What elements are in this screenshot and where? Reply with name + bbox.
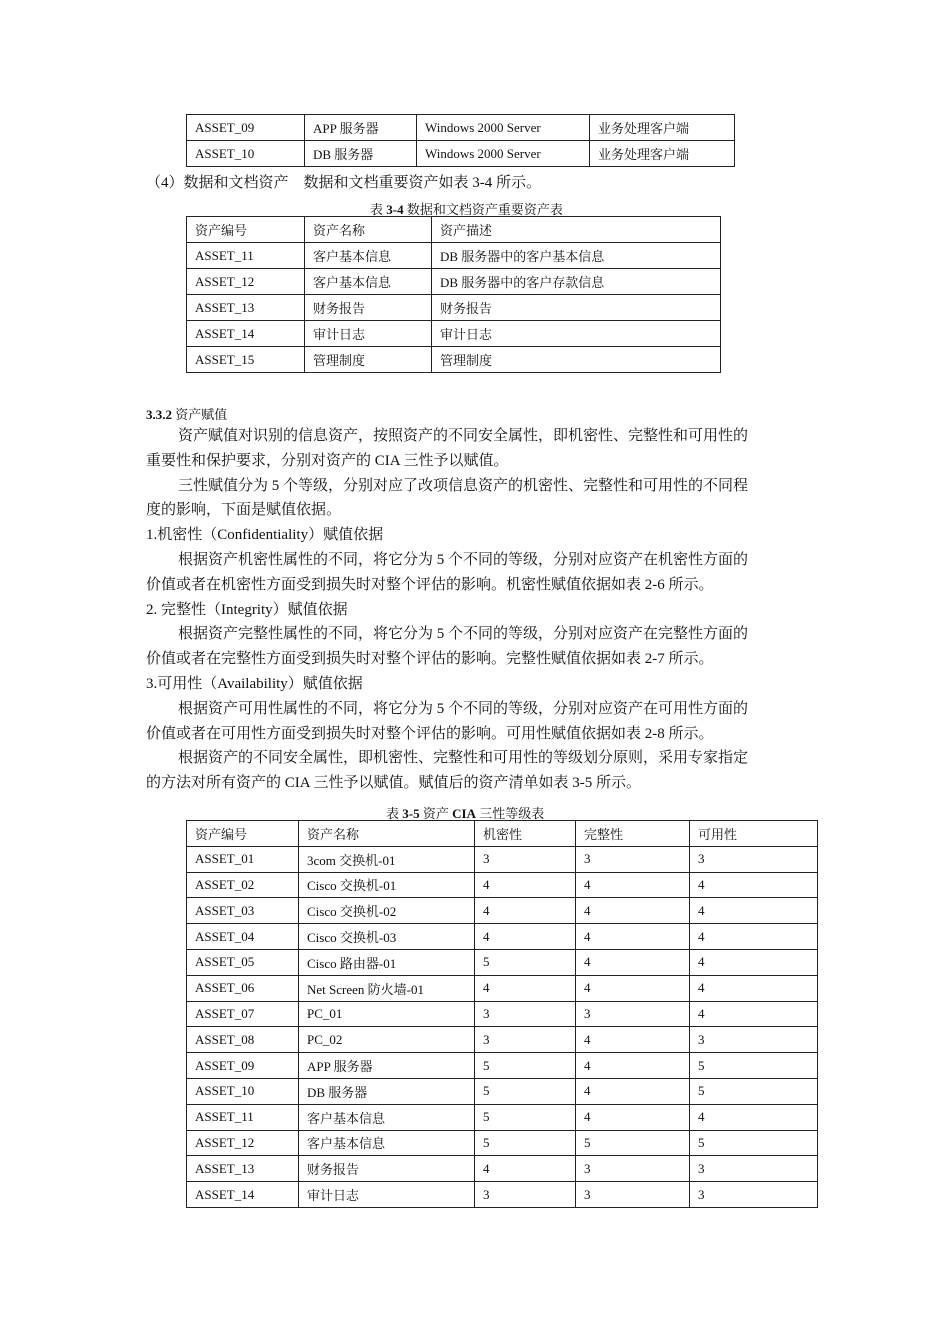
column-header: 机密性 — [475, 821, 576, 847]
table-cell: ASSET_03 — [187, 898, 299, 924]
caption-title: 数据和文档资产重要资产表 — [403, 202, 563, 217]
table-cell: ASSET_11 — [187, 1104, 299, 1130]
table-cell: 5 — [576, 1130, 690, 1156]
table-cell: 管理制度 — [432, 347, 721, 373]
table-cell: 3 — [475, 1182, 576, 1208]
paragraph-line: 资产赋值对识别的信息资产，按照资产的不同安全属性，即机密性、完整性和可用性的 — [178, 428, 749, 444]
table-cell: ASSET_05 — [187, 949, 299, 975]
table-cell: 4 — [690, 872, 818, 898]
table-cell: ASSET_06 — [187, 975, 299, 1001]
table-row — [187, 975, 818, 1001]
table-cell: ASSET_07 — [187, 1001, 299, 1027]
paragraph-line: 根据资产机密性属性的不同，将它分为 5 个不同的等级，分别对应资产在机密性方面的 — [178, 552, 749, 568]
table-cell: 3 — [475, 1001, 576, 1027]
table-cell: 5 — [475, 1053, 576, 1079]
paragraph-line: 三性赋值分为 5 个等级，分别对应了改项信息资产的机密性、完整性和可用性的不同程 — [178, 477, 749, 494]
table-cell: 3 — [690, 1182, 818, 1208]
asset-table-continued-body — [187, 115, 735, 167]
table-cell: Windows 2000 Server — [417, 141, 590, 167]
table-cell: 5 — [690, 1078, 818, 1104]
column-header: 可用性 — [690, 821, 818, 847]
table-cell: 业务处理客户端 — [590, 115, 735, 141]
table-cell: APP 服务器 — [299, 1053, 475, 1079]
table-cell: 5 — [475, 1130, 576, 1156]
table-row — [187, 1130, 818, 1156]
table-row — [187, 1053, 818, 1079]
table-cell: 审计日志 — [432, 321, 721, 347]
paragraph-line: 根据资产可用性属性的不同，将它分为 5 个不同的等级，分别对应资产在可用性方面的 — [178, 700, 749, 717]
table-cell: 4 — [690, 949, 818, 975]
paragraph-line: 根据资产的不同安全属性，即机密性、完整性和可用性的等级划分原则，采用专家指定 — [178, 750, 749, 767]
paragraph-line: 价值或者在可用性方面受到损失时对整个评估的影响。可用性赋值依据如表 2-8 所示。 — [146, 725, 714, 742]
table-cell: DB 服务器 — [305, 141, 417, 167]
table-cell: 审计日志 — [305, 321, 432, 347]
column-header: 资产描述 — [432, 217, 721, 243]
column-header: 资产名称 — [305, 217, 432, 243]
table-cell: Net Screen 防火墙-01 — [299, 975, 475, 1001]
table-cell: 3 — [576, 1156, 690, 1182]
table-cell: 3com 交换机-01 — [299, 846, 475, 872]
table-cell: 4 — [690, 1104, 818, 1130]
table-cell: 4 — [576, 1053, 690, 1079]
table-cell: ASSET_08 — [187, 1027, 299, 1053]
table-cell: ASSET_02 — [187, 872, 299, 898]
paragraph-line: 的方法对所有资产的 CIA 三性予以赋值。赋值后的资产清单如表 3-5 所示。 — [146, 775, 642, 792]
table-cell: 客户基本信息 — [299, 1130, 475, 1156]
table-cell: Cisco 交换机-02 — [299, 898, 475, 924]
table-row — [187, 1104, 818, 1130]
table-cell: DB 服务器中的客户基本信息 — [432, 243, 721, 269]
table-cell: 4 — [576, 1078, 690, 1104]
paragraph-line: 1.机密性（Confidentiality）赋值依据 — [146, 527, 384, 544]
table-cell: 5 — [690, 1053, 818, 1079]
table-row — [187, 872, 818, 898]
table-cell: ASSET_13 — [187, 295, 305, 321]
table-row — [187, 846, 818, 872]
table-cell: 5 — [475, 949, 576, 975]
table-cell: 业务处理客户端 — [590, 141, 735, 167]
table-cell: 4 — [475, 872, 576, 898]
column-header: 资产编号 — [187, 821, 299, 847]
table-row — [187, 1156, 818, 1182]
column-header: 资产名称 — [299, 821, 475, 847]
table-3-5 — [186, 820, 818, 1208]
table-cell: 4 — [475, 898, 576, 924]
table-cell: 4 — [576, 949, 690, 975]
table-row — [187, 1027, 818, 1053]
table-cell: 管理制度 — [305, 347, 432, 373]
caption-number: 3-4 — [386, 202, 404, 217]
table-cell: 3 — [576, 1182, 690, 1208]
column-header: 完整性 — [576, 821, 690, 847]
table-row — [187, 321, 721, 347]
table-cell: DB 服务器中的客户存款信息 — [432, 269, 721, 295]
table-cell: Cisco 交换机-01 — [299, 872, 475, 898]
table-cell: ASSET_04 — [187, 924, 299, 950]
table-row — [187, 949, 818, 975]
table-cell: ASSET_12 — [187, 269, 305, 295]
paragraph-line: 价值或者在完整性方面受到损失时对整个评估的影响。完整性赋值依据如表 2-7 所示。 — [146, 651, 714, 668]
table-cell: 客户基本信息 — [305, 269, 432, 295]
paragraph-line: 度的影响，下面是赋值依据。 — [146, 502, 342, 519]
table-cell: 3 — [475, 1027, 576, 1053]
table-cell: ASSET_10 — [187, 1078, 299, 1104]
table-row — [187, 347, 721, 373]
table-cell: 4 — [475, 924, 576, 950]
table-cell: 5 — [475, 1104, 576, 1130]
table-cell: 3 — [475, 846, 576, 872]
paragraph-line: 根据资产完整性属性的不同，将它分为 5 个不同的等级，分别对应资产在完整性方面的 — [178, 626, 749, 643]
table-cell: Cisco 交换机-03 — [299, 924, 475, 950]
caption-bold: CIA — [452, 806, 476, 821]
caption-prefix: 表 — [370, 202, 387, 217]
table-header-row — [187, 821, 818, 847]
table-cell: ASSET_09 — [187, 1053, 299, 1079]
table-cell: ASSET_13 — [187, 1156, 299, 1182]
table-cell: ASSET_10 — [187, 141, 305, 167]
table-cell: 客户基本信息 — [299, 1104, 475, 1130]
table-cell: ASSET_01 — [187, 846, 299, 872]
table-cell: 4 — [690, 975, 818, 1001]
table-header-row — [187, 217, 721, 243]
table-cell: 财务报告 — [432, 295, 721, 321]
table-cell: 3 — [576, 846, 690, 872]
table-cell: Windows 2000 Server — [417, 115, 590, 141]
table-cell: 3 — [690, 1156, 818, 1182]
paragraph-line: 2. 完整性（Integrity）赋值依据 — [146, 601, 348, 618]
table-cell: 4 — [576, 872, 690, 898]
caption-title: 三性等级表 — [475, 806, 545, 821]
table-cell: ASSET_09 — [187, 115, 305, 141]
table-row — [187, 924, 818, 950]
table-cell: 客户基本信息 — [305, 243, 432, 269]
table-3-4 — [186, 216, 721, 373]
section-number: 3.3.2 — [146, 407, 172, 422]
paragraph-line: 价值或者在机密性方面受到损失时对整个评估的影响。机密性赋值依据如表 2-6 所示。 — [146, 576, 714, 593]
table-cell: PC_01 — [299, 1001, 475, 1027]
table-cell: 财务报告 — [299, 1156, 475, 1182]
table-cell: 4 — [690, 1001, 818, 1027]
intro-line: （4）数据和文档资产 数据和文档重要资产如表 3-4 所示。 — [146, 175, 541, 191]
table-row — [187, 269, 721, 295]
table-row — [187, 1078, 818, 1104]
table-cell: 3 — [690, 1027, 818, 1053]
table-cell: DB 服务器 — [299, 1078, 475, 1104]
table-row — [187, 1182, 818, 1208]
section-heading — [146, 404, 227, 423]
table-cell: 审计日志 — [299, 1182, 475, 1208]
paragraph-line: 3.可用性（Availability）赋值依据 — [146, 676, 363, 692]
table-row — [187, 243, 721, 269]
table-cell: APP 服务器 — [305, 115, 417, 141]
table-cell: 4 — [576, 924, 690, 950]
paragraph-line: 重要性和保护要求，分别对资产的 CIA 三性予以赋值。 — [146, 452, 509, 469]
caption-number: 3-5 — [402, 806, 420, 821]
table-row — [187, 115, 735, 141]
caption-prefix: 表 — [386, 806, 403, 821]
table-cell: 4 — [576, 1027, 690, 1053]
table-cell: 4 — [576, 1104, 690, 1130]
table-row — [187, 141, 735, 167]
table-row — [187, 295, 721, 321]
table-cell: 财务报告 — [305, 295, 432, 321]
table-cell: 4 — [690, 898, 818, 924]
table-cell: 4 — [475, 1156, 576, 1182]
table-cell: ASSET_12 — [187, 1130, 299, 1156]
table-row — [187, 898, 818, 924]
caption-mid: 资产 — [419, 806, 453, 821]
table-cell: 4 — [576, 898, 690, 924]
table-cell: ASSET_11 — [187, 243, 305, 269]
table-row — [187, 1001, 818, 1027]
asset-table-continued — [186, 114, 735, 167]
table-cell: ASSET_14 — [187, 1182, 299, 1208]
table-cell: ASSET_15 — [187, 347, 305, 373]
table-3-5-body — [187, 821, 818, 1208]
table-cell: 4 — [576, 975, 690, 1001]
table-cell: 5 — [690, 1130, 818, 1156]
table-cell: 5 — [475, 1078, 576, 1104]
table-3-4-body — [187, 217, 721, 373]
table-cell: 3 — [576, 1001, 690, 1027]
table-cell: 3 — [690, 846, 818, 872]
table-cell: ASSET_14 — [187, 321, 305, 347]
table-cell: 4 — [475, 975, 576, 1001]
table-cell: Cisco 路由器-01 — [299, 949, 475, 975]
section-title: 资产赋值 — [172, 407, 228, 422]
column-header: 资产编号 — [187, 217, 305, 243]
table-cell: 4 — [690, 924, 818, 950]
table-cell: PC_02 — [299, 1027, 475, 1053]
